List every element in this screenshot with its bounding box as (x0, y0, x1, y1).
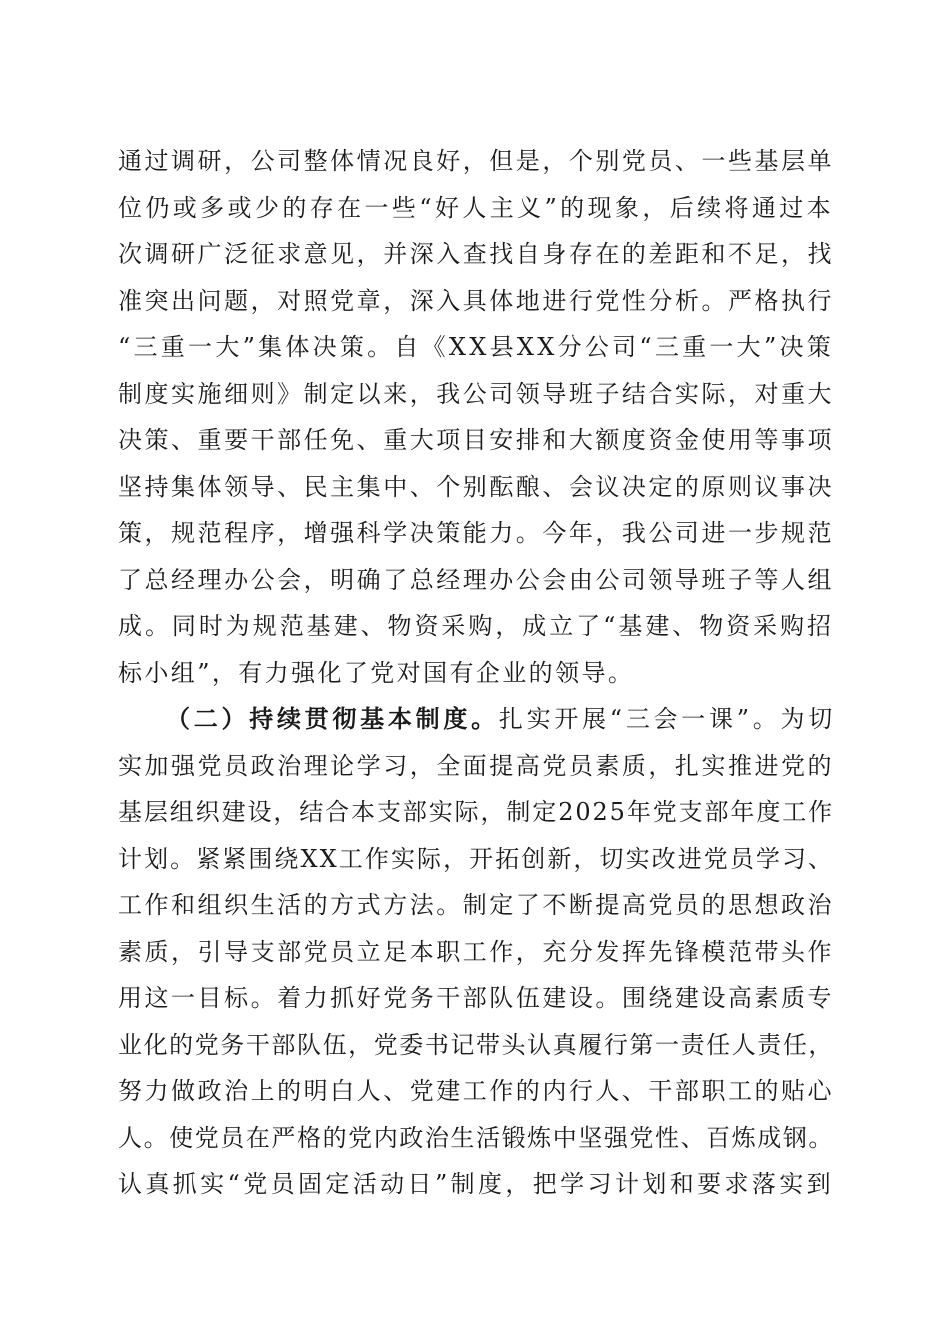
text-line: 人。使党员在严格的党内政治生活锻炼中坚强党性、百炼成钢。 (118, 1123, 834, 1152)
text-line: 位仍或多或少的存在一些“好人主义”的现象，后续将通过本 (118, 193, 835, 222)
text-line: 实加强党员政治理论学习，全面提高党员素质，扎实推进党的 (118, 751, 835, 780)
paragraph-2 (118, 696, 834, 1208)
text-line: 次调研广泛征求意见，并深入查找自身存在的差距和不足，找 (118, 240, 835, 268)
text-run: 扎实开展“三会一课”。为切 (498, 705, 834, 733)
text-line: 坚持集体领导、民主集中、个别酝酿、会议决定的原则议事决 (118, 472, 835, 501)
text-line: 成。同时为规范基建、物资采购，成立了“基建、物资采购招 (118, 612, 834, 640)
text-line: 策，规范程序，增强科学决策能力。今年，我公司进一步规范 (118, 519, 835, 547)
text-line: 努力做政治上的明白人、党建工作的内行人、干部职工的贴心 (118, 1077, 835, 1105)
text-line: 工作和组织生活的方式方法。制定了不断提高党员的思想政治 (118, 891, 835, 919)
text-line: 制度实施细则》制定以来，我公司领导班子结合实际，对重大 (118, 379, 835, 408)
text-line: 基层组织建设，结合本支部实际，制定2025年党支部年度工作 (118, 798, 834, 826)
text-line: 通过调研，公司整体情况良好，但是，个别党员、一些基层单 (118, 147, 835, 175)
text-line: 用这一目标。着力抓好党务干部队伍建设。围绕建设高素质专 (118, 984, 835, 1012)
paragraph-1 (118, 138, 834, 696)
section-heading: （二）持续贯彻基本制度。 (166, 704, 499, 733)
document-page (118, 138, 834, 1208)
text-line: 认真抓实“党员固定活动日”制度，把学习计划和要求落实到 (118, 1170, 835, 1198)
text-line: 业化的党务干部队伍，党委书记带头认真履行第一责任人责任， (118, 1030, 834, 1059)
text-line: 标小组”，有力强化了党对国有企业的领导。 (118, 658, 635, 687)
text-line-first (118, 696, 834, 743)
text-line: 决策、重要干部任免、重大项目安排和大额度资金使用等事项 (118, 426, 835, 454)
text-line: 准突出问题，对照党章，深入具体地进行党性分析。严格执行 (118, 286, 835, 315)
text-line: 计划。紧紧围绕XX工作实际，开拓创新，切实改进党员学习、 (118, 844, 835, 873)
text-line: 素质，引导支部党员立足本职工作，充分发挥先锋模范带头作 (118, 937, 835, 966)
text-line: 了总经理办公会，明确了总经理办公会由公司领导班子等人组 (118, 565, 835, 594)
text-line: “三重一大”集体决策。自《XX县XX分公司“三重一大”决策 (118, 333, 834, 361)
